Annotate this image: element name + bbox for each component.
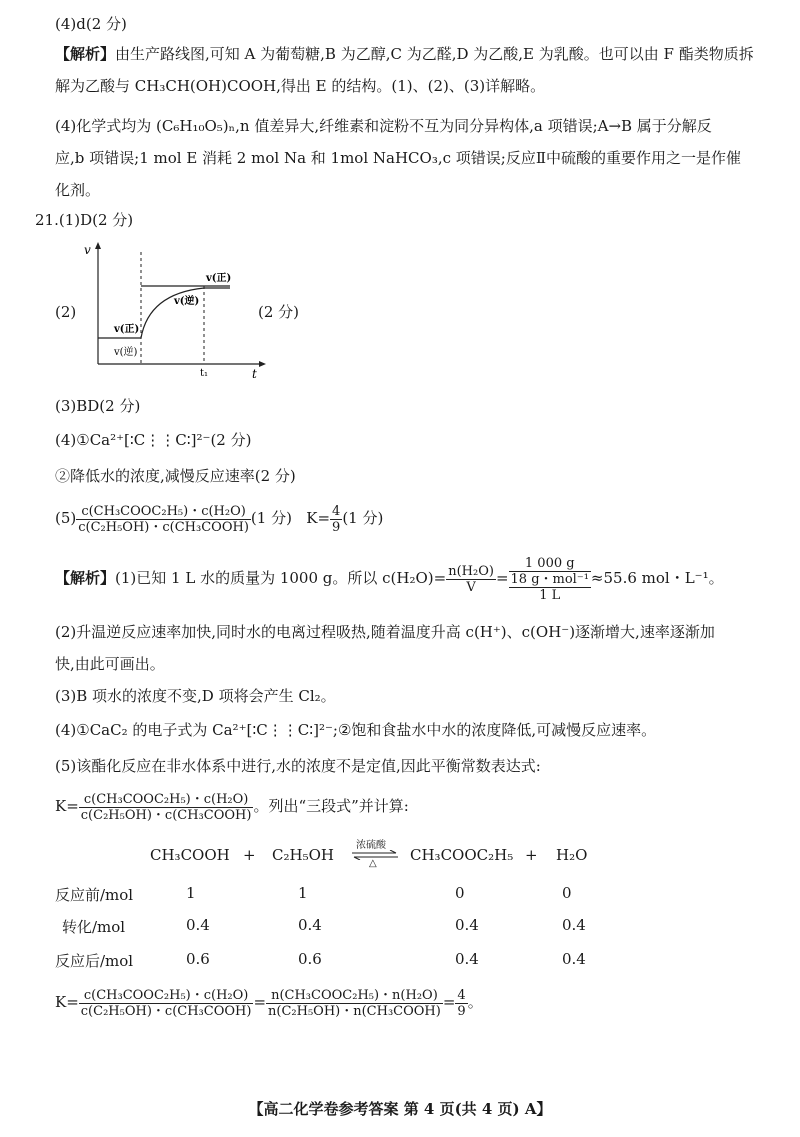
x-axis-label: t [252, 367, 257, 380]
product-ethyl-acetate: CH₃COOC₂H₅ [410, 846, 514, 864]
page-footer: 【高二化学卷参考答案 第 4 页(共 4 页) A】 [248, 1100, 552, 1118]
question-21-5: (5) $\frac{\text{c(CH₃COOC₂H₅)・c(H₂O)}}{\text{c(C₂H₅OH)・c(CH₃COOH)}}$ (1 分) K= $\frac{4}{9}$ (1 分) [55, 503, 384, 535]
rate-time-graph [80, 240, 270, 380]
x-axis-arrow [259, 361, 266, 367]
v-forward-top-label: v(正) [206, 273, 232, 284]
table-cell: 0.4 [298, 916, 322, 934]
product-water: H₂O [556, 846, 588, 864]
table-cell: 0.6 [298, 950, 322, 968]
analysis-line-2: 解为乙酸与 CH₃CH(OH)COOH,得出 E 的结构。(1)、(2)、(3)详解略。 [55, 77, 546, 95]
analysis-line-1: 【解析】由生产路线图,可知 A 为葡萄糖,B 为乙醇,C 为乙醛,D 为乙酸,E 为乳酸。也可以由 F 酯类物质拆 [55, 45, 754, 63]
analysis-line-4: 应,b 项错误;1 mol E 消耗 2 mol Na 和 1mol NaHCO₃,c 项错误;反应Ⅱ中硫酸的重要作用之一是作催 [55, 149, 742, 167]
table-cell: 0.6 [186, 950, 210, 968]
final-k-calculation: K= $\frac{\text{c(CH₃COOC₂H₅)・c(H₂O)}}{\text{c(C₂H₅OH)・c(CH₃COOH)}}$ = $\frac{\text{n(CH₃COOC₂H₅)・n(H₂O)}}{\text{n(C₂H₅OH)・n(CH₃COOH)}}$ = $\frac{4}{9}$ 。 [55, 987, 483, 1019]
reactant-acetic-acid: CH₃COOH [150, 846, 230, 864]
analysis-21-2a: (2)升温逆反应速率加快,同时水的电离过程吸热,随着温度升高 c(H⁺)、c(OH⁻)逐渐增大,速率逐渐加 [55, 623, 715, 641]
analysis-21-1: 【解析】(1)已知 1 L 水的质量为 1000 g。所以 c(H₂O)= $\frac{\text{n(H₂O)}}{V}$ = 1 000 g 18 g・mol⁻¹ 1 L ≈55.6 mol・L⁻¹。 [55, 555, 724, 603]
concentration-fraction: 1 000 g 18 g・mol⁻¹ 1 L [510, 555, 589, 603]
analysis-21-5: (5)该酯化反应在非水体系中进行,水的浓度不是定值,因此平衡常数表达式: [55, 757, 541, 775]
analysis-21-2b: 快,由此可画出。 [55, 655, 165, 673]
question-21-4b: ②降低水的浓度,减慢反应速率(2 分) [55, 467, 296, 485]
question-21-2-score: (2 分) [258, 303, 300, 321]
table-cell: 0 [455, 884, 465, 902]
y-axis-label: v [84, 243, 91, 257]
analysis-21-3: (3)B 项水的浓度不变,D 项将会产生 Cl₂。 [55, 687, 336, 705]
analysis-tag: 【解析】 [55, 45, 116, 63]
answer-4: (4)d(2 分) [55, 15, 127, 33]
v-reverse-low-label: v(逆) [114, 347, 138, 358]
table-cell: 0.4 [186, 916, 210, 934]
question-21-1: 21.(1)D(2 分) [35, 211, 134, 229]
y-axis-arrow [95, 242, 101, 249]
k-value-fraction: $\frac{4}{9}$ [332, 503, 341, 535]
equilibrium-expression: $\frac{\text{c(CH₃COOC₂H₅)・c(H₂O)}}{\text{c(C₂H₅OH)・c(CH₃COOH)}}$ [78, 503, 249, 535]
table-row-label: 反应前/mol [55, 886, 134, 904]
plus-sign-1: + [243, 846, 256, 864]
table-cell: 0.4 [562, 950, 586, 968]
table-cell: 1 [298, 884, 308, 902]
analysis-21-4: (4)①CaC₂ 的电子式为 Ca²⁺[∶C⋮⋮C∶]²⁻;②饱和食盐水中水的浓度降低,可减慢反应速率。 [55, 721, 657, 739]
analysis-line-3: (4)化学式均为 (C₆H₁₀O₅)ₙ,n 值差异大,纤维素和淀粉不互为同分异构体,a 项错误;A→B 属于分解反 [55, 117, 712, 135]
question-21-3: (3)BD(2 分) [55, 397, 141, 415]
analysis-tag-2: 【解析】 [55, 569, 116, 587]
question-21-4a: (4)①Ca²⁺[∶C⋮⋮C∶]²⁻(2 分) [55, 431, 252, 449]
question-21-2-label: (2) [55, 303, 77, 321]
table-cell: 0.4 [455, 950, 479, 968]
table-cell: 0.4 [562, 916, 586, 934]
table-row-label: 转化/mol [62, 918, 126, 936]
t1-label: t₁ [200, 368, 209, 379]
table-row-label: 反应后/mol [55, 952, 134, 970]
v-reverse-mid-label: v(逆) [174, 296, 200, 307]
table-cell: 0.4 [455, 916, 479, 934]
condition-bottom: △ [369, 858, 377, 869]
table-cell: 0 [562, 884, 572, 902]
plus-sign-2: + [525, 846, 538, 864]
analysis-line-5: 化剂。 [55, 181, 101, 199]
condition-top: 浓硫酸 [356, 840, 386, 851]
table-cell: 1 [186, 884, 196, 902]
k-expression-line: K= $\frac{\text{c(CH₃COOC₂H₅)・c(H₂O)}}{\text{c(C₂H₅OH)・c(CH₃COOH)}}$ 。列出“三段式”并计算: [55, 791, 409, 823]
reactant-ethanol: C₂H₅OH [272, 846, 334, 864]
v-forward-low-label: v(正) [114, 324, 140, 335]
